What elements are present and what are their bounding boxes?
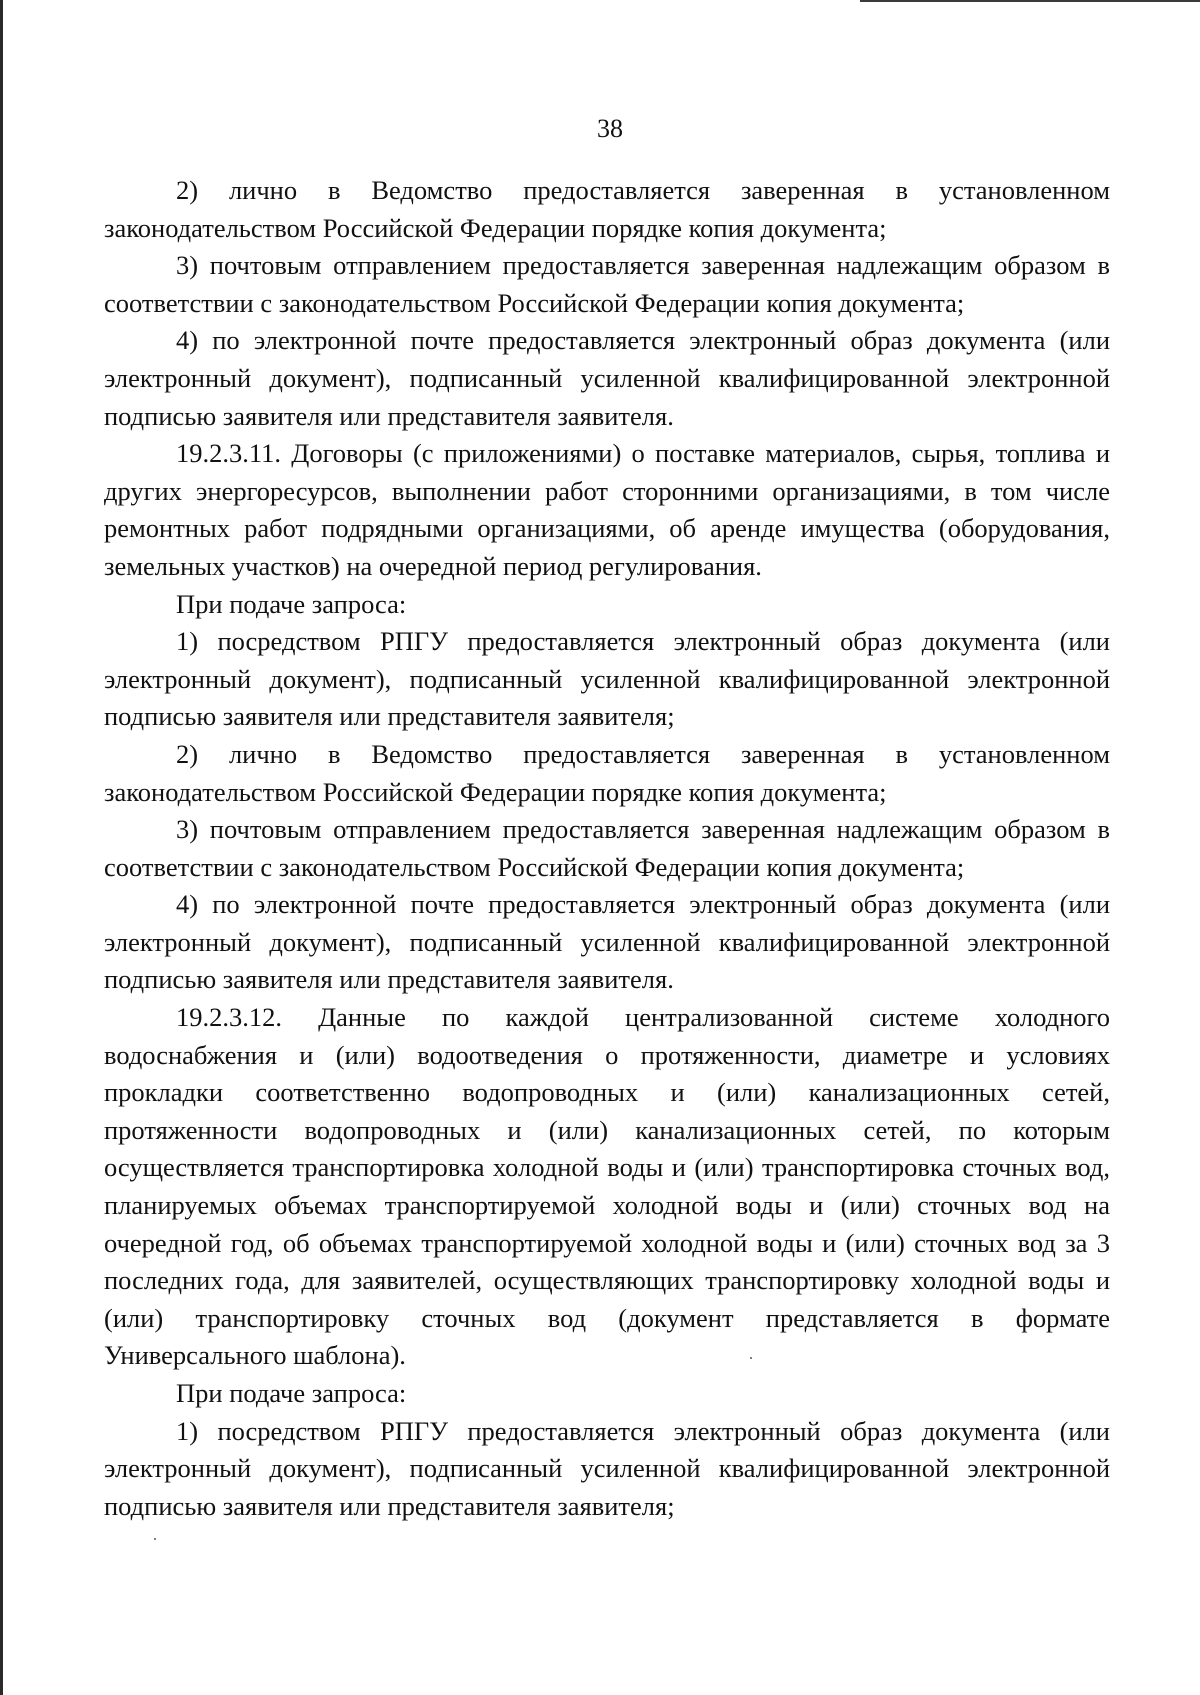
paragraph: 1) посредством РПГУ предоставляется электронный образ документа (или электронный документ), подписанный усиленной квалифицированной электронной подписью заявителя или представителя заявителя; [104,1415,1110,1521]
scan-speck [154,1538,156,1540]
section-paragraph: 19.2.3.12. Данные по каждой централизованной системе холодного водоснабжения и (или) водоотведения о протяженности, диаметре и условиях прокладки соответственно водопроводных и (или) канализационных сетей, протяженности водопроводных и (или) канализационных сетей, по которым осуществляется транспортировка холодной воды и (или) транспортировка сточных вод, планируемых объемах транспортируемой холодной воды и (или) сточных вод на очередной год, об объемах транспортируемой холодной воды и (или) сточных вод за 3 последних года, для заявителей, осуществляющих транспортировку холодной воды и (или) транспортировку сточных вод (документ представляется в формате Универсального шаблона). [104,1002,1110,1371]
page-number: 38 [597,114,623,143]
scan-left-edge [0,0,3,1695]
section-paragraph: 19.2.3.11. Договоры (с приложениями) о поставке материалов, сырья, топлива и других энергоресурсов, выполнении работ сторонними организациями, в том числе ремонтных работ подрядными организациями, об аренде имущества (оборудования, земельных участков) на очередной период регулирования. [104,438,1110,581]
paragraph: 3) почтовым отправлением предоставляется заверенная надлежащим образом в соответствии с законодательством Российской Федерации копия документа; [104,814,1110,882]
scan-speck [750,1357,752,1359]
paragraph: 2) лично в Ведомство предоставляется заверенная в установленном законодательством Российской Федерации порядке копия документа; [104,175,1110,243]
document-body [104,172,1110,1525]
paragraph: 3) почтовым отправлением предоставляется заверенная надлежащим образом в соответствии с законодательством Российской Федерации копия документа; [104,250,1110,318]
paragraph: 4) по электронной почте предоставляется электронный образ документа (или электронный документ), подписанный усиленной квалифицированной электронной подписью заявителя или представителя заявителя. [104,325,1110,431]
paragraph: При подаче запроса: [176,1378,407,1408]
paragraph: При подаче запроса: [176,588,407,619]
paragraph: 2) лично в Ведомство предоставляется заверенная в установленном законодательством Российской Федерации порядке копия документа; [104,738,1110,807]
paragraph: 1) посредством РПГУ предоставляется электронный образ документа (или электронный документ), подписанный усиленной квалифицированной электронной подписью заявителя или представителя заявителя; [104,626,1110,732]
scan-top-edge [860,0,1200,2]
paragraph: 4) по электронной почте предоставляется электронный образ документа (или электронный документ), подписанный усиленной квалифицированной электронной подписью заявителя или представителя заявителя. [104,889,1110,995]
